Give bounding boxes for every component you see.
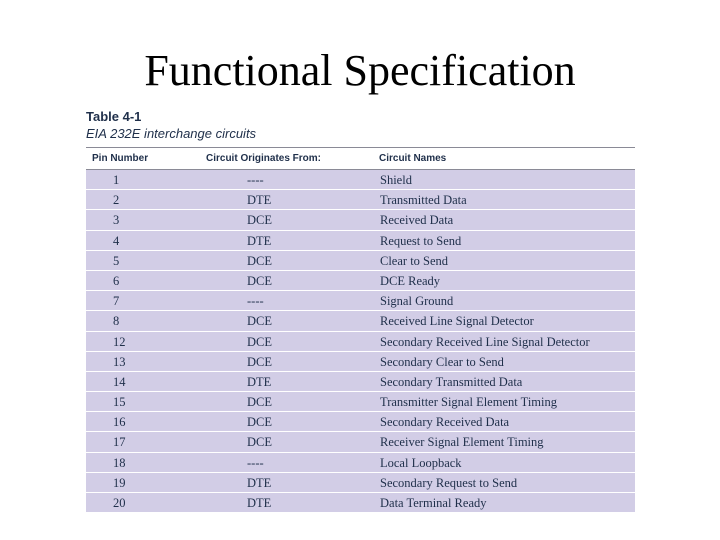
cell-circuit-origin: DCE [247,415,272,430]
cell-circuit-name: Secondary Received Data [380,415,510,430]
cell-circuit-name: Transmitted Data [380,193,467,208]
cell-circuit-origin: DCE [247,273,272,288]
cell-circuit-origin: DCE [247,213,272,228]
table-row [86,453,635,473]
table-row [86,332,635,352]
table-row [86,352,635,372]
cell-circuit-origin: DTE [247,475,272,490]
header-circuit-names: Circuit Names [379,153,447,164]
table-row [86,493,635,513]
table-row [86,432,635,452]
table-row [86,210,635,230]
cell-circuit-origin: DCE [247,395,272,410]
cell-circuit-name: Receiver Signal Element Timing [380,435,544,450]
cell-circuit-origin: DTE [247,374,272,389]
table-row [86,412,635,432]
cell-pin-number: 14 [113,374,126,389]
cell-circuit-name: DCE Ready [380,273,441,288]
cell-pin-number: 2 [113,193,120,208]
cell-pin-number: 1 [113,173,120,187]
cell-circuit-name: Local Loopback [380,455,462,470]
table-row [86,392,635,412]
cell-circuit-origin: DTE [247,193,272,208]
cell-pin-number: 8 [113,314,120,329]
cell-pin-number: 7 [113,294,120,309]
cell-circuit-name: Received Data [380,213,454,228]
cell-circuit-name: Received Line Signal Detector [380,314,534,329]
cell-pin-number: 19 [113,475,126,490]
cell-circuit-origin: ---- [247,294,264,309]
cell-pin-number: 5 [113,253,120,268]
table-caption: EIA 232E interchange circuits [86,126,257,141]
cell-circuit-origin: ---- [247,455,264,470]
header-pin-number: Pin Number [92,153,149,164]
table-row [86,291,635,311]
interchange-circuits-table [86,147,635,513]
cell-circuit-origin: DCE [247,354,272,369]
cell-circuit-name: Shield [380,173,412,187]
table-row [86,251,635,271]
table-row [86,190,635,210]
cell-circuit-name: Clear to Send [380,253,449,268]
cell-circuit-origin: DCE [247,314,272,329]
table-row [86,311,635,331]
cell-circuit-origin: DCE [247,253,272,268]
cell-circuit-origin: DCE [247,334,272,349]
cell-pin-number: 4 [113,233,120,248]
table-row [86,231,635,251]
cell-circuit-name: Secondary Clear to Send [380,354,504,369]
cell-pin-number: 16 [113,415,126,430]
cell-circuit-name: Secondary Transmitted Data [380,374,523,389]
cell-pin-number: 12 [113,334,126,349]
table-body [86,170,635,513]
cell-circuit-name: Signal Ground [380,294,454,309]
cell-pin-number: 17 [113,435,126,450]
cell-circuit-name: Secondary Received Line Signal Detector [380,334,590,349]
table-row [86,372,635,392]
cell-circuit-name: Transmitter Signal Element Timing [380,395,557,410]
cell-circuit-name: Secondary Request to Send [380,475,518,490]
cell-pin-number: 13 [113,354,126,369]
cell-circuit-origin: DTE [247,233,272,248]
cell-circuit-name: Request to Send [380,233,462,248]
table-header-row [86,147,635,170]
cell-circuit-origin: ---- [247,173,264,187]
cell-pin-number: 20 [113,496,126,510]
cell-pin-number: 3 [113,213,120,228]
cell-pin-number: 18 [113,455,126,470]
table-row [86,473,635,493]
slide-title: Functional Specification [144,46,576,95]
table-row [86,271,635,291]
table-row [86,170,635,190]
header-circuit-originates: Circuit Originates From: [206,153,322,164]
table-label: Table 4-1 [86,109,142,124]
cell-circuit-origin: DTE [247,496,272,510]
cell-circuit-name: Data Terminal Ready [380,496,487,510]
cell-pin-number: 6 [113,273,120,288]
cell-pin-number: 15 [113,395,126,410]
cell-circuit-origin: DCE [247,435,272,450]
